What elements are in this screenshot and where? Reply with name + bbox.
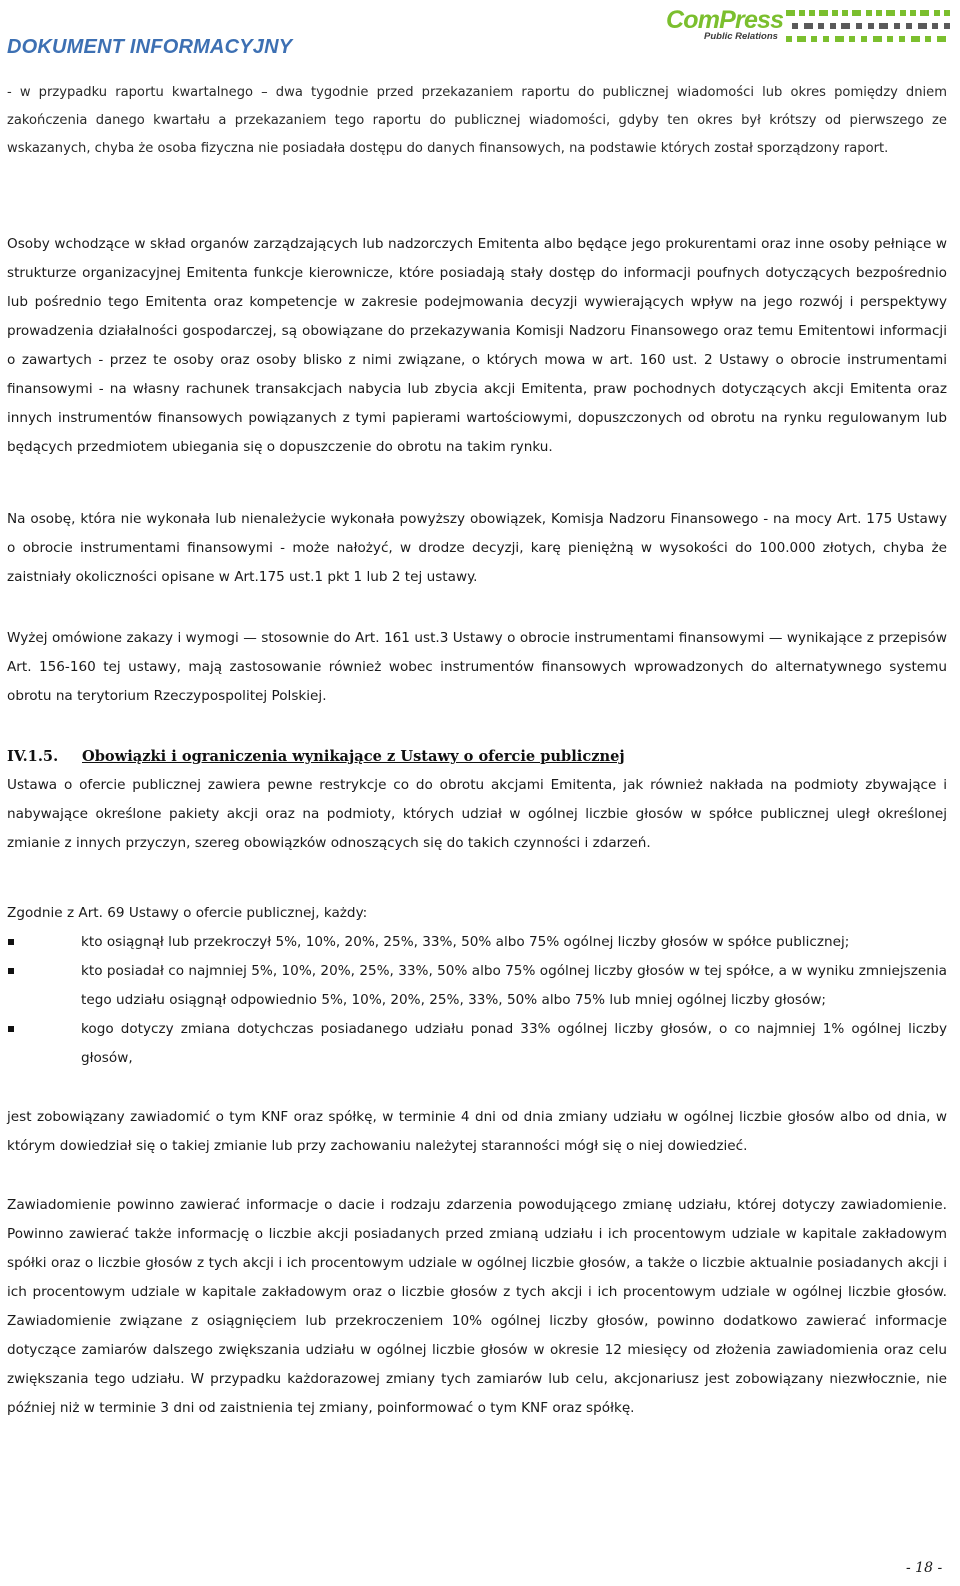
paragraph-insiders-obligation: Osoby wchodzące w skład organów zarządzających lub nadzorczych Emitenta albo będące jego prokurentami oraz inne osoby pełniące w strukturze organizacyjnej Emitenta funkcje kierownicze, które posiadają stały dostęp do informacji poufnych dotyczących bezpośrednio lub pośrednio tego Emitenta oraz kompetencje w zakresie podejmowania decyzji wywierających wpływ na jego rozwój i perspektywy prowadzenia działalności gospodarczej, są obowiązane do przekazywania Komisji Nadzoru Finansowego oraz temu Emitentowi informacji o zawartych - przez te osoby oraz osoby blisko z nimi związane, o których mowa w art. 160 ust. 2 Ustawy o obrocie instrumentami finansowymi - na własny rachunek transakcjach nabycia lub zbycia akcji Emitenta, praw pochodnych dotyczących akcji Emitenta oraz innych instrumentów finansowych powiązanych z tymi papierami wartościowymi, dopuszczonych od obrotu na rynku regulowanym lub będących przedmiotem ubiegania się o dopuszczenie do obrotu na takim rynku.: [7, 236, 947, 455]
paragraph-notification-content: Zawiadomienie powinno zawierać informacje o dacie i rodzaju zdarzenia powodującego zmianę udziału, której dotyczy zawiadomienie. Powinno zawierać także informację o liczbie akcji posiadanych przed zmianą udziału i ich procentowym udziale w kapitale zakładowym spółki oraz o liczbie głosów z tych akcji i ich procentowym udziale w ogólnej liczbie głosów, a także o liczbie aktualnie posiadanych akcji i ich procentowym udziale w kapitale zakładowym oraz o liczbie głosów z tych akcji i ich procentowym udziale w ogólnej liczbie głosów. Zawiadomienie związane z osiągnięciem lub przekroczeniem 10% ogólnej liczby głosów, powinno dodatkowo zawierać informacje dotyczące zamiarów dalszego zwiększania udziału w ogólnej liczbie głosów w okresie 12 miesięcy od złożenia zawiadomienia oraz celu zwiększania tego udziału. W przypadku każdorazowej zmiany tych zamiarów lub celu, akcjonariusz jest zobowiązany niezwłocznie, nie później niż w terminie 3 dni od zaistnienia tej zmiany, poinformować o tym KNF oraz spółkę.: [7, 1197, 947, 1416]
bullet-square-icon: [8, 1026, 14, 1032]
compress-logo: [666, 6, 956, 46]
list-item: [7, 928, 947, 957]
section-heading: [7, 742, 947, 771]
paragraph-knf-penalty: Na osobę, która nie wykonała lub nienależycie wykonała powyższy obowiązek, Komisja Nadzoru Finansowego - na mocy Art. 175 Ustawy o obrocie instrumentami finansowymi - może nałożyć, w drodze decyzji, karę pieniężną w wysokości do 100.000 złotych, chyba że zaistniały okoliczności opisane w Art.175 ust.1 pkt 1 lub 2 tej ustawy.: [7, 511, 947, 585]
logo-tagline: Public Relations: [704, 31, 778, 42]
list-item: [7, 957, 947, 1015]
list-item: [7, 1015, 947, 1073]
page-number: - 18 -: [906, 1560, 943, 1576]
bullet-square-icon: [8, 939, 14, 945]
bullet-square-icon: [8, 968, 14, 974]
art69-bullet-list: [7, 928, 947, 1073]
paragraph-public-offer-act: Ustawa o ofercie publicznej zawiera pewne restrykcje co do obrotu akcjami Emitenta, jak również nakłada na podmioty zbywające i nabywające określone pakiety akcji oraz na podmioty, których udział w ogólnej liczbie głosów w spółce publicznej uległ określonej zmianie z innych przyczyn, szereg obowiązków odnoszących się do takich czynności i zdarzeń.: [7, 777, 947, 851]
paragraph-alternative-system: Wyżej omówione zakazy i wymogi — stosownie do Art. 161 ust.3 Ustawy o obrocie instrumentami finansowymi — wynikające z przepisów Art. 156-160 tej ustawy, mają zastosowanie również wobec instrumentów finansowych wprowadzonych do alternatywnego systemu obrotu na terytorium Rzeczypospolitej Polskiej.: [7, 630, 947, 704]
logo-dots-icon: [786, 10, 956, 42]
section-number: IV.1.5.: [7, 748, 59, 765]
list-item-text: kto posiadał co najmniej 5%, 10%, 20%, 25%, 33%, 50% albo 75% ogólnej liczby głosów w tej spółce, a w wyniku zmniejszenia tego udziału osiągnął odpowiednio 5%, 10%, 20%, 25%, 33%, 50% albo 75% lub mniej ogólnej liczby głosów;: [81, 963, 947, 1008]
list-item-text: kto osiągnął lub przekroczył 5%, 10%, 20%, 25%, 33%, 50% albo 75% ogólnej liczby głosów w spółce publicznej;: [81, 934, 850, 950]
logo-wordmark: ComPress: [666, 6, 784, 34]
section-title: Obowiązki i ograniczenia wynikające z Ustawy o ofercie publicznej: [82, 748, 625, 765]
paragraph-art69-intro: Zgodnie z Art. 69 Ustawy o ofercie publicznej, każdy:: [7, 905, 368, 921]
list-item-text: kogo dotyczy zmiana dotychczas posiadanego udziału ponad 33% ogólnej liczby głosów, o co najmniej 1% ogólnej liczby głosów,: [81, 1021, 947, 1066]
document-title: DOKUMENT INFORMACYJNY: [7, 36, 293, 58]
paragraph-notify-knf: jest zobowiązany zawiadomić o tym KNF oraz spółkę, w terminie 4 dni od dnia zmiany udziału w ogólnej liczbie głosów albo od dnia, w którym dowiedział się o takiej zmianie lub przy zachowaniu należytej staranności mógł się o niej dowiedzieć.: [7, 1109, 947, 1154]
paragraph-quarterly-report: - w przypadku raportu kwartalnego – dwa tygodnie przed przekazaniem raportu do publicznej wiadomości lub okres pomiędzy dniem zakończenia danego kwartału a przekazaniem tego raportu do publicznej wiadomości, gdyby ten okres był krótszy od pierwszego ze wskazanych, chyba że osoba fizyczna nie posiadała dostępu do danych finansowych, na podstawie których został sporządzony raport.: [7, 85, 947, 156]
